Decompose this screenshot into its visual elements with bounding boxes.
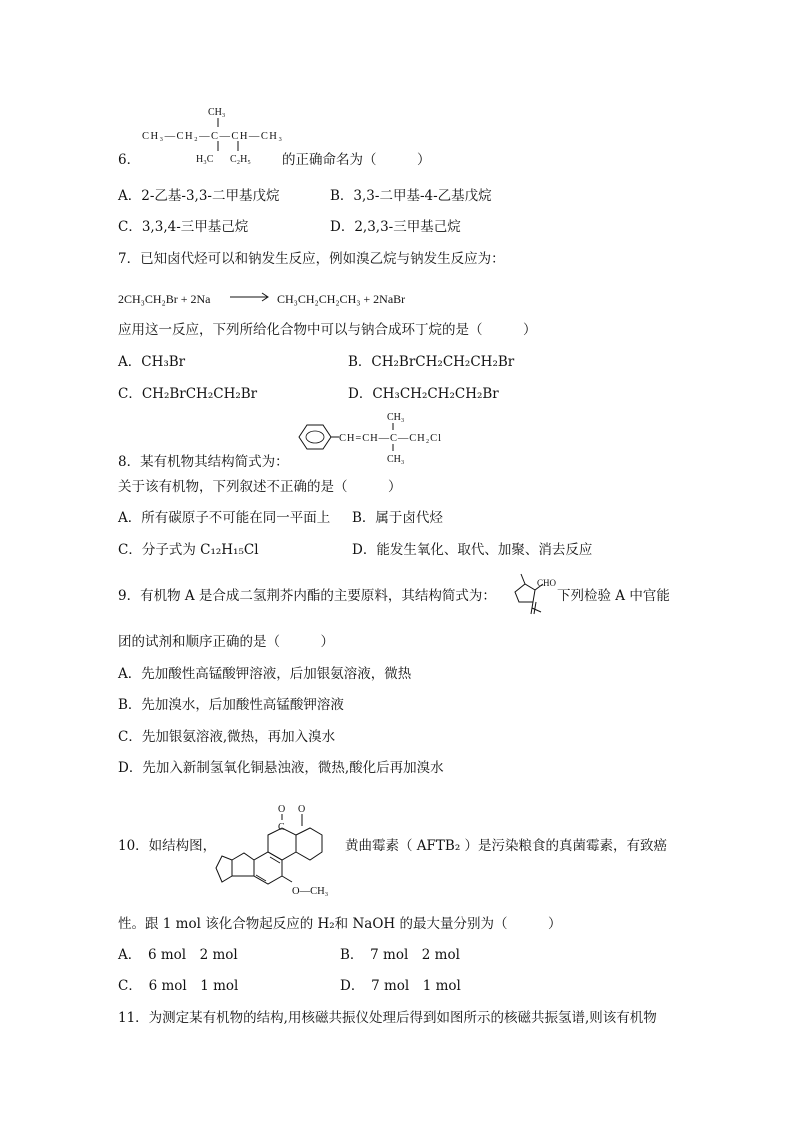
q9-option-d: D．先加入新制氢氧化铜悬浊液，微热,酸化后再加溴水 (118, 760, 444, 776)
q8-option-d: D．能发生氧化、取代、加聚、消去反应 (352, 542, 593, 558)
q7-option-b: B．CH₂BrCH₂CH₂CH₂Br (348, 354, 515, 370)
q8-structure (295, 408, 465, 466)
q10-stem-a: 10．如结构图， (118, 838, 217, 854)
q8-bottom-methyl: CH₃ (387, 454, 405, 465)
q6-bottom-left: H₃C (196, 154, 214, 165)
q9-structure (505, 570, 565, 618)
q10-o1: O (278, 804, 286, 815)
q6-option-d: D．2,3,3-三甲基己烷 (330, 219, 461, 235)
q10-option-d: D． 7 mol 1 mol (340, 978, 461, 994)
q8-option-b: B．属于卤代烃 (352, 510, 443, 526)
q6-main-chain: CH₃—CH₂—C—CH—CH₃ (142, 131, 282, 142)
q9-stem-b: 下列检验 A 中官能 (557, 588, 670, 604)
q7-option-a: A．CH₃Br (118, 354, 186, 370)
q8-chain: CH=CH—C—CH₂Cl (339, 433, 441, 444)
q6-bottom-right: C₂H₅ (230, 154, 251, 165)
q10-stem-c: 性。跟 1 mol 该化合物起反应的 H₂和 NaOH 的最大量分别为（ ） (118, 916, 562, 932)
q10-stem-b: 黄曲霉素（ AFTB₂ ）是污染粮食的真菌霉素，有致癌 (345, 838, 668, 854)
q10-o2: O (298, 804, 306, 815)
q10-c: C (278, 822, 285, 833)
q10-option-b: B． 7 mol 2 mol (340, 947, 460, 963)
q7-question: 应用这一反应，下列所给化合物中可以与钠合成环丁烷的是（ ） (118, 322, 537, 338)
q10-option-c: C． 6 mol 1 mol (118, 978, 239, 994)
q9-cho: CHO (537, 578, 557, 588)
q10-structure (208, 790, 348, 902)
q6-stem: 的正确命名为（ ） (282, 152, 431, 168)
q7-equation-left: 2CH₃CH₂Br + 2Na (118, 292, 211, 306)
q9-stem-a: 9．有机物 A 是合成二氢荆芥内酯的主要原料，其结构简式为： (118, 588, 496, 604)
q7-option-c: C．CH₂BrCH₂CH₂Br (118, 386, 258, 402)
q7-stem: 7．已知卤代烃可以和钠发生反应，例如溴乙烷与钠发生反应为： (118, 251, 505, 267)
q9-option-c: C．先加银氨溶液,微热，再加入溴水 (118, 729, 336, 745)
q6-option-a: A．2-乙基-3,3-二甲基戊烷 (118, 188, 280, 204)
q6-option-b: B．3,3-二甲基-4-乙基戊烷 (330, 188, 492, 204)
q9-option-a: A．先加酸性高锰酸钾溶液，后加银氨溶液，微热 (118, 666, 412, 682)
q7-equation-right: CH₃CH₂CH₂CH₃ + 2NaBr (277, 292, 406, 306)
q10-methoxy: O—CH₃ (292, 886, 329, 897)
q8-stem: 8．某有机物其结构简式为： (118, 454, 289, 470)
reaction-arrow-icon (229, 290, 271, 304)
q7-option-d: D．CH₃CH₂CH₂CH₂Br (348, 386, 499, 402)
q8-question: 关于该有机物，下列叙述不正确的是（ ） (118, 479, 402, 495)
q9-stem-c: 团的试剂和顺序正确的是（ ） (118, 634, 334, 650)
q6-option-c: C．3,3,4-三甲基己烷 (118, 219, 249, 235)
q9-option-b: B．先加溴水，后加酸性高锰酸钾溶液 (118, 697, 344, 713)
q8-option-c: C．分子式为 C₁₂H₁₅Cl (118, 542, 259, 558)
q6-top-methyl: CH₃ (208, 107, 226, 118)
q10-option-a: A． 6 mol 2 mol (118, 947, 238, 963)
q8-option-a: A．所有碳原子不可能在同一平面上 (118, 510, 331, 526)
q8-top-methyl: CH₃ (387, 412, 405, 423)
q11-stem: 11．为测定某有机物的结构,用核磁共振仪处理后得到如图所示的核磁共振氢谱,则该有机物 (118, 1010, 657, 1026)
q6-number: 6． (118, 152, 141, 168)
q6-structure (140, 103, 290, 165)
